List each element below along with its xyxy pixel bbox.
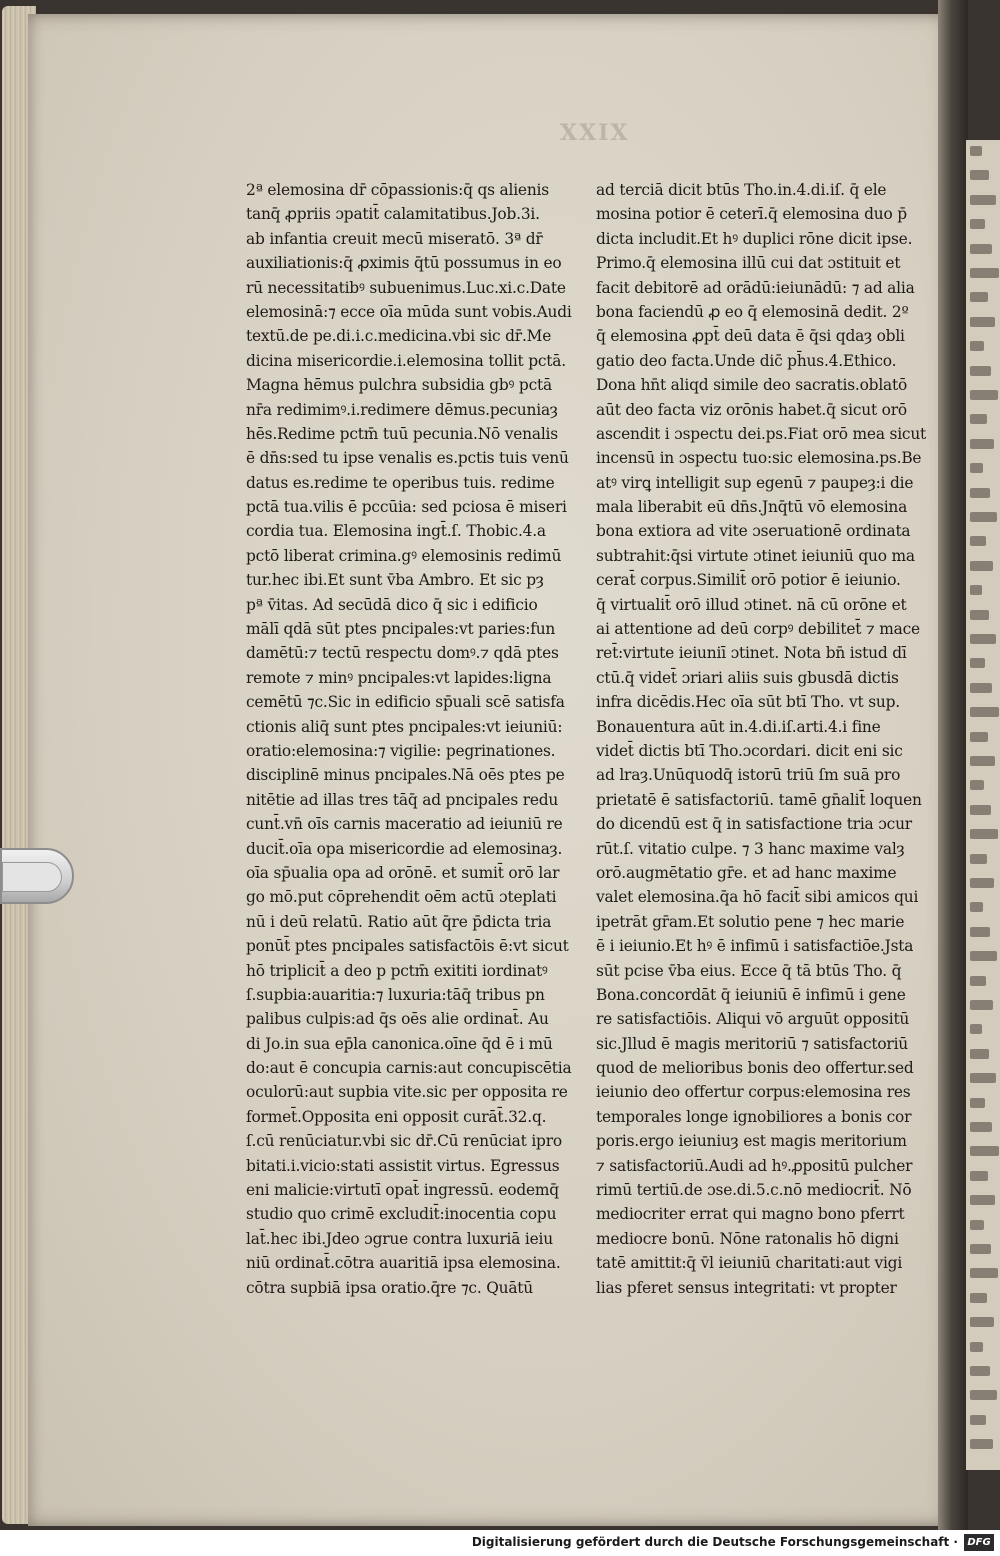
facing-page-text-fragment	[970, 268, 999, 278]
facing-page-text-fragment	[970, 829, 998, 839]
facing-page-text-fragment	[970, 1317, 994, 1327]
facing-page-text-fragment	[970, 854, 987, 864]
left-column-line: damētū:⁊ tectū respectu domꝰ.⁊ qdā ptes	[246, 644, 559, 663]
facing-page-text-fragment	[970, 585, 982, 595]
facing-page-text-fragment	[970, 195, 996, 205]
right-column-line: mosina potior ē ceterī.q̄ elemosina duo p̄	[596, 205, 907, 224]
left-column-line: rū necessitatibꝰ subuenimus.Luc.xi.c.Date	[246, 278, 566, 297]
right-column-line: ad terciā dicit btūs Tho.in.4.di.iſ. q̄ ele	[596, 181, 887, 199]
left-column-line: cordia tua. Elemosina ingt̄.ſ. Thobic.4.a	[246, 522, 546, 541]
left-column-line: ab infantia creuit mecū miseratō. 3ª dr̄	[246, 229, 543, 248]
facing-page-text-fragment	[970, 951, 997, 961]
left-column-line: 2ª elemosina dr̄ cōpassionis:q̄ qs alienis	[246, 181, 549, 199]
book-gutter	[938, 0, 968, 1530]
right-column-line: Primo.q̄ elemosina illū cui dat ɔstituit et	[596, 254, 901, 273]
left-column-line: studio quo crimē excludit̄:inocentia copu	[246, 1205, 557, 1224]
facing-page-text-fragment	[970, 658, 985, 668]
facing-page-text-fragment	[970, 439, 994, 449]
left-column-line: palibus culpis:ad q̄s oēs alie ordinat̄. Au	[246, 1010, 549, 1029]
right-column-line: lias pferet sensus integritati: vt propter	[596, 1278, 897, 1297]
left-column-line: oculorū:aut supbia vite.sic per opposita re	[246, 1083, 568, 1102]
facing-page-text-fragment	[970, 170, 989, 180]
right-column-line: rimū tertiū.de ɔse.di.5.c.nō mediocrit̄. Nō	[596, 1181, 912, 1200]
facing-page-text-fragment	[970, 1244, 991, 1254]
right-column-line: sūt pcise v̄ba eius. Ecce q̄ tā btūs Tho. q̄	[596, 961, 902, 980]
right-column-line: ipetrāt gr̄am.Et solutio pene ⁊ hec marie	[596, 912, 905, 931]
right-column-line: facit debitorē ad orādū:ieiunādū: ⁊ ad alia	[596, 278, 915, 297]
right-column-line: bona faciendū ꝓ eo q̄ elemosinā dedit. 2º	[596, 302, 909, 321]
left-column-line: disciplinē minus pncipales.Nā oēs ptes pe	[246, 766, 565, 785]
facing-page-text-fragment	[970, 683, 992, 693]
right-column-line: sic.Jllud ē magis meritoriū ⁊ satisfactoriū	[596, 1034, 909, 1053]
left-column-line: textū.de pe.di.i.c.medicina.vbi sic dr̄.Me	[246, 327, 552, 346]
left-column-line: hō triplicit̄ a deo p pctm̄ exititi iordinatꝰ	[246, 961, 548, 980]
right-column-line: ascendit i ɔspectu dei.ps.Fiat orō mea sicut	[596, 424, 927, 443]
right-column-line: ē i ieiunio.Et hꝰ ē infimū i satisfactiōe.Jsta	[596, 937, 914, 956]
right-column-line: q̄ virtualit̄ orō illud ɔtinet. nā cū orōne et	[596, 595, 907, 614]
right-column-line: do dicendū est q̄ in satisfactione tria ɔcur	[596, 815, 912, 834]
right-column-line: mediocriter errat qui magno bono pferrt	[596, 1205, 905, 1224]
running-head-bleed-through: XXIX	[560, 120, 630, 146]
left-column-line: remote ⁊ minꝰ pncipales:vt lapides:ligna	[246, 668, 552, 687]
facing-page-text-fragment	[970, 927, 990, 937]
left-column-line: Magna hēmus pulchra subsidia gbꝰ pctā	[246, 376, 552, 395]
right-column-line: ret̄:virtute ieiuniī ɔtinet. Nota bn̄ istud dī	[596, 644, 907, 663]
left-column-line: hēs.Redime pctm̄ tuū pecunia.Nō venalis	[246, 424, 558, 443]
right-column-line: mala liberabit eū dn̄s.Jnq̄tū vō elemosina	[596, 498, 908, 517]
left-column-line: ducit̄.oīa opa misericordie ad elemosinaȝ.	[246, 839, 563, 858]
left-column-line: tanq̄ ꝓpriis ɔpatit̄ calamitatibus.Job.3i.	[246, 205, 540, 224]
left-column-line: cemētū ⁊c.Sic in edificio sp̄uali scē satisfa	[246, 693, 565, 712]
left-column-line: pctō liberat crimina.gꝰ elemosinis redimū	[246, 546, 562, 565]
right-column-line: prietatē ē satisfactoriū. tamē gn̄alit̄ loquen	[596, 790, 922, 809]
facing-page-text-fragment	[970, 1415, 986, 1425]
right-column-line: atꝰ virꝗ intelligit sup egenū ⁊ paupeȝ:i die	[596, 473, 914, 492]
facing-page-text-fragment	[970, 976, 986, 986]
facing-page-text-fragment	[970, 780, 984, 790]
right-column-line: cerat̄ corpus.Similit̄ orō potior ē ieiunio.	[596, 571, 901, 590]
left-column-line: nr̄a redimimꝰ.i.redimere dēmus.pecuniaȝ	[246, 400, 558, 419]
right-column-line: rūt.ſ. vitatio culpe. ⁊ 3 hanc maxime valȝ	[596, 839, 905, 858]
facing-page-text-fragment	[970, 1220, 984, 1230]
right-column-line: mediocre bonū. Nōne ratonalis hō digni	[596, 1229, 899, 1248]
right-column-line: Bona.concordāt q̄ ieiuniū ē infimū i gene	[596, 985, 906, 1004]
right-column-line: subtrahit:q̄si virtute ɔtinet ieiuniū quo ma	[596, 546, 915, 565]
right-column-line: orō.augmētatio gr̄e. et ad hanc maxime	[596, 863, 897, 882]
right-column-line: ad lraȝ.Unūquodq̄ istorū triū ſm suā pro	[596, 766, 901, 785]
facing-page-text-fragment	[970, 610, 989, 620]
right-column-line: Dona hn̄t aliqd simile deo sacratis.oblatō	[596, 376, 908, 395]
facing-page-text-fragment	[970, 707, 999, 717]
facing-page-text-fragment	[970, 1390, 997, 1400]
left-column-line: tur.hec ibi.Et sunt v̄ba Ambro. Et sic pȝ	[246, 571, 544, 590]
dfg-logo: DFG	[964, 1534, 994, 1551]
left-column-line: cōtra supbiā ipsa oratio.q̄re ⁊c. Quātū	[246, 1278, 534, 1297]
left-column-line: pª v̄itas. Ad secūdā dico q̄ sic i edificio	[246, 595, 538, 614]
facing-page-text-fragment	[970, 244, 992, 254]
facing-page-text-fragment	[970, 561, 993, 571]
left-column-line: datus es.redime te operibus tuis. redime	[246, 473, 555, 492]
facing-page-text-fragment	[970, 902, 983, 912]
facing-page-text-fragment	[970, 488, 990, 498]
left-column-line: oratio:elemosina:⁊ vigilie: pegrinationes.	[246, 741, 556, 760]
left-column-line: ponūt̄ ptes pncipales satisfactōis ē:vt sicut	[246, 937, 569, 956]
facing-page-text-fragment	[970, 634, 996, 644]
facing-page-text-fragment	[970, 536, 986, 546]
right-column-line: ieiunio deo offertur corpus:elemosina res	[596, 1083, 911, 1102]
right-column-line: gatio deo facta.Unde dic̄ ph̄us.4.Ethico.	[596, 351, 897, 370]
facing-page-text-fragment	[970, 146, 982, 156]
right-column-line: incensū in ɔspectu tuo:sic elemosina.ps.Be	[596, 449, 922, 468]
right-column-line: videt̄ dictis btī Tho.ɔcordari. dicit eni sic	[596, 741, 903, 760]
left-column-line: bitati.i.vicio:stati assistit virtus. Egressus	[246, 1156, 560, 1175]
right-column-line: bona extiora ad vite ɔseruationē ordinata	[596, 522, 911, 541]
facing-page-text-fragment	[970, 219, 985, 229]
left-column-line: do:aut ē concupia carnis:aut concupiscētia	[246, 1059, 572, 1078]
right-column-line: ai attentione ad deū corpꝰ debilitet̄ ⁊ mace	[596, 620, 920, 639]
left-column-line: go mō.put cōprehendit oēm actū ɔteplati	[246, 888, 557, 907]
facing-page-text-fragment	[970, 1024, 982, 1034]
left-column-line: ctionis aliq̄ sunt ptes pncipales:vt ieiuniū:	[246, 717, 563, 736]
left-column-line: niū ordinat̄.cōtra auaritiā ipsa elemosina.	[246, 1254, 561, 1273]
right-column-line: infra dicēdis.Hec oīa sūt btī Tho. vt sup.	[596, 693, 900, 712]
funding-credit: Digitalisierung gefördert durch die Deutsche Forschungsgemeinschaft ·	[471, 1535, 958, 1549]
left-column-line: oīa sp̄ualia opa ad orōnē. et sumit̄ orō lar	[246, 863, 560, 882]
left-column-line: nū i deū relatū. Ratio aūt q̄re p̄dicta tria	[246, 912, 552, 931]
facing-page-text-fragment	[970, 463, 983, 473]
left-column-line: auxiliationis:q̄ ꝓximis q̄tū possumus in eo	[246, 254, 562, 273]
facing-page-text-fragment	[970, 366, 991, 376]
facing-page-text-fragment	[970, 805, 991, 815]
facing-page-text-fragment	[970, 1439, 993, 1449]
right-column-line: poris.ergo ieiuniuȝ est magis meritorium	[596, 1132, 907, 1151]
right-column-line: valet elemosina.q̄a hō facit̄ sibi amicos qui	[596, 888, 919, 907]
facing-page-text-fragment	[970, 1268, 998, 1278]
facing-page-text-fragment	[970, 414, 987, 424]
right-column-line: quod de melioribus bonis deo offertur.sed	[596, 1059, 914, 1078]
left-column-line: elemosinā:⁊ ecce oīa mūda sunt vobis.Audi	[246, 302, 572, 321]
facing-page-text-fragment	[970, 1122, 992, 1132]
facing-page-text-fragment	[970, 1366, 990, 1376]
left-column-line: ſ.supbia:auaritia:⁊ luxuria:tāq̄ tribus pn	[246, 985, 545, 1004]
right-column-line: ⁊ satisfactoriū.Audi ad hꝰ.ꝓpositū pulcher	[596, 1156, 913, 1175]
page-clip	[0, 848, 74, 904]
left-column-line: dicina misericordie.i.elemosina tollit pctā.	[246, 351, 566, 370]
right-column-line: temporales longe ignobiliores a bonis cor	[596, 1107, 912, 1126]
facing-page-text-fragment	[970, 1000, 993, 1010]
left-column-line: pctā tua.vilis ē pccūia: sed pciosa ē miseri	[246, 498, 567, 517]
right-column-line: re satisfactiōis. Aliqui vō arguūt oppositū	[596, 1010, 910, 1029]
facing-page-text-fragment	[970, 1342, 983, 1352]
right-column-line: aūt deo facta viz orōnis habet.q̄ sicut orō	[596, 400, 907, 419]
facing-page-text-fragment	[970, 512, 997, 522]
right-column-line: ctū.q̄ videt̄ ɔriari aliis suis gbusdā dictis	[596, 668, 899, 687]
facing-page-text-fragment	[970, 390, 998, 400]
left-column-line: cunt̄.vn̄ oīs carnis maceratio ad ieiuniū re	[246, 815, 563, 834]
facing-page-text-fragment	[970, 1195, 995, 1205]
right-column-line: tatē amittit:q̄ v̄l ieiuniū charitati:aut vigi	[596, 1254, 903, 1273]
facing-page-edge	[966, 140, 1000, 1470]
facing-page-text-fragment	[970, 756, 995, 766]
facing-page-text-fragment	[970, 1146, 999, 1156]
text-column-right	[596, 178, 936, 1300]
facing-page-text-fragment	[970, 317, 995, 327]
right-column-line: dicta includit.Et hꝰ duplici rōne dicit ipse.	[596, 229, 913, 248]
left-column-line: lat̄.hec ibi.Jdeo ɔgrue contra luxuriā ieiu	[246, 1229, 553, 1248]
left-column-line: ſ.cū renūciatur.vbi sic dr̄.Cū renūciat ipro	[246, 1132, 562, 1151]
left-column-line: nitētie ad illas tres tāq̄ ad pncipales redu	[246, 790, 559, 809]
left-column-line: di Jo.in sua ep̄la canonica.oīne q̄d ē i mū	[246, 1034, 553, 1053]
facing-page-text-fragment	[970, 1073, 996, 1083]
right-column-line: Bonauentura aūt in.4.di.iſ.arti.4.i fine	[596, 717, 881, 736]
left-column-line: formet̄.Opposita eni opposit curāt̄.32.q.	[246, 1107, 547, 1126]
facing-page-text-fragment	[970, 1049, 989, 1059]
footer-bar	[0, 1530, 1000, 1556]
right-column-line: q̄ elemosina ꝓpt̄ deū data ē q̄si qdaȝ obli	[596, 327, 905, 346]
left-column-line: ē dn̄s:sed tu ipse venalis es.pctis tuis venū	[246, 449, 569, 468]
left-column-line: eni malicie:virtutī opat̄ ingressū. eodemq̄	[246, 1181, 559, 1200]
facing-page-text-fragment	[970, 732, 988, 742]
facing-page-text-fragment	[970, 292, 988, 302]
facing-page-text-fragment	[970, 341, 984, 351]
text-column-left	[246, 178, 576, 1300]
facing-page-text-fragment	[970, 878, 994, 888]
facing-page-text-fragment	[970, 1293, 987, 1303]
facing-page-text-fragment	[970, 1171, 988, 1181]
facing-page-text-fragment	[970, 1098, 985, 1108]
left-column-line: mālī qdā sūt ptes pncipales:vt paries:fun	[246, 620, 556, 639]
